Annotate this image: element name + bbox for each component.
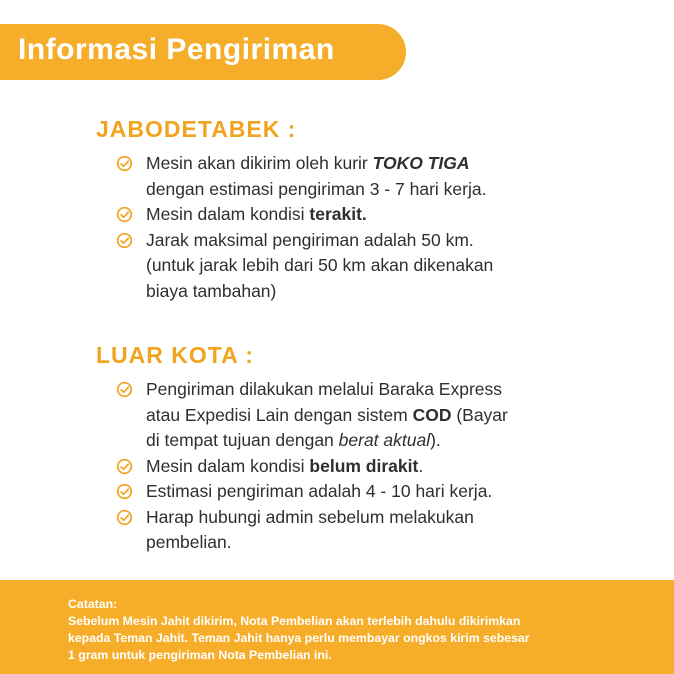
item-line: [146, 151, 616, 177]
item-text: di tempat tujuan dengan: [146, 430, 339, 450]
item-line: [146, 454, 616, 480]
section-luar-kota: [96, 342, 616, 556]
item-emphasis: COD: [412, 404, 452, 425]
item-text: Estimasi pengiriman adalah 4 - 10 hari kerja.: [146, 481, 493, 501]
item-text: Pengiriman dilakukan melalui Baraka Express: [146, 379, 503, 399]
item-text: biaya tambahan): [146, 280, 277, 301]
list-item: [96, 202, 616, 228]
check-circle-icon: [116, 381, 133, 398]
item-text: (untuk jarak lebih dari 50 km akan dikenakan: [146, 255, 494, 275]
header-banner: [0, 24, 406, 80]
item-text: Mesin dalam kondisi: [146, 455, 310, 476]
list-item: [96, 377, 616, 454]
item-emphasis: belum dirakit: [309, 455, 419, 476]
check-circle-icon: [116, 232, 133, 249]
item-text: Mesin akan dikirim oleh kurir: [146, 153, 373, 173]
item-text: Harap hubungi admin sebelum melakukan: [146, 506, 474, 527]
section-title-jabodetabek: JABODETABEK :: [96, 116, 297, 142]
item-emphasis: berat aktual: [338, 430, 431, 450]
section-title-luar-kota: LUAR KOTA :: [96, 342, 254, 368]
item-text: pembelian.: [146, 532, 232, 552]
item-line: [146, 428, 616, 454]
item-text: atau Expedisi Lain dengan sistem: [146, 404, 413, 425]
item-line: [146, 403, 616, 429]
item-text: .: [418, 455, 424, 476]
list-item: [96, 505, 616, 556]
page-title: Informasi Pengiriman: [18, 33, 335, 66]
item-emphasis: terakit.: [309, 204, 367, 224]
check-circle-icon: [116, 155, 133, 172]
courier-name: TOKO TIGA: [372, 153, 470, 173]
item-text: Mesin dalam kondisi: [146, 204, 310, 224]
list-item: [96, 454, 616, 480]
note-label: Catatan:: [68, 597, 118, 611]
check-circle-icon: [116, 509, 133, 526]
check-circle-icon: [116, 483, 133, 500]
section-jabodetabek: [96, 116, 616, 304]
item-text: ).: [430, 430, 441, 450]
list-item: [96, 479, 616, 505]
note-text: [68, 596, 530, 664]
item-text: (Bayar: [451, 404, 508, 425]
item-line: [146, 202, 616, 228]
list-item: [96, 151, 616, 202]
note-box: [0, 580, 674, 674]
note-line: kepada Teman Jahit. Teman Jahit hanya perlu membayar ongkos kirim sebesar: [68, 631, 530, 645]
check-circle-icon: [116, 206, 133, 223]
item-text: Jarak maksimal pengiriman adalah 50 km.: [146, 229, 474, 250]
list-item: [96, 228, 616, 305]
check-circle-icon: [116, 458, 133, 475]
note-line: 1 gram untuk pengiriman Nota Pembelian ini.: [68, 648, 332, 662]
item-text: dengan estimasi pengiriman 3 - 7 hari kerja.: [146, 178, 487, 199]
note-line: Sebelum Mesin Jahit dikirim, Nota Pembelian akan terlebih dahulu dikirimkan: [68, 614, 521, 628]
